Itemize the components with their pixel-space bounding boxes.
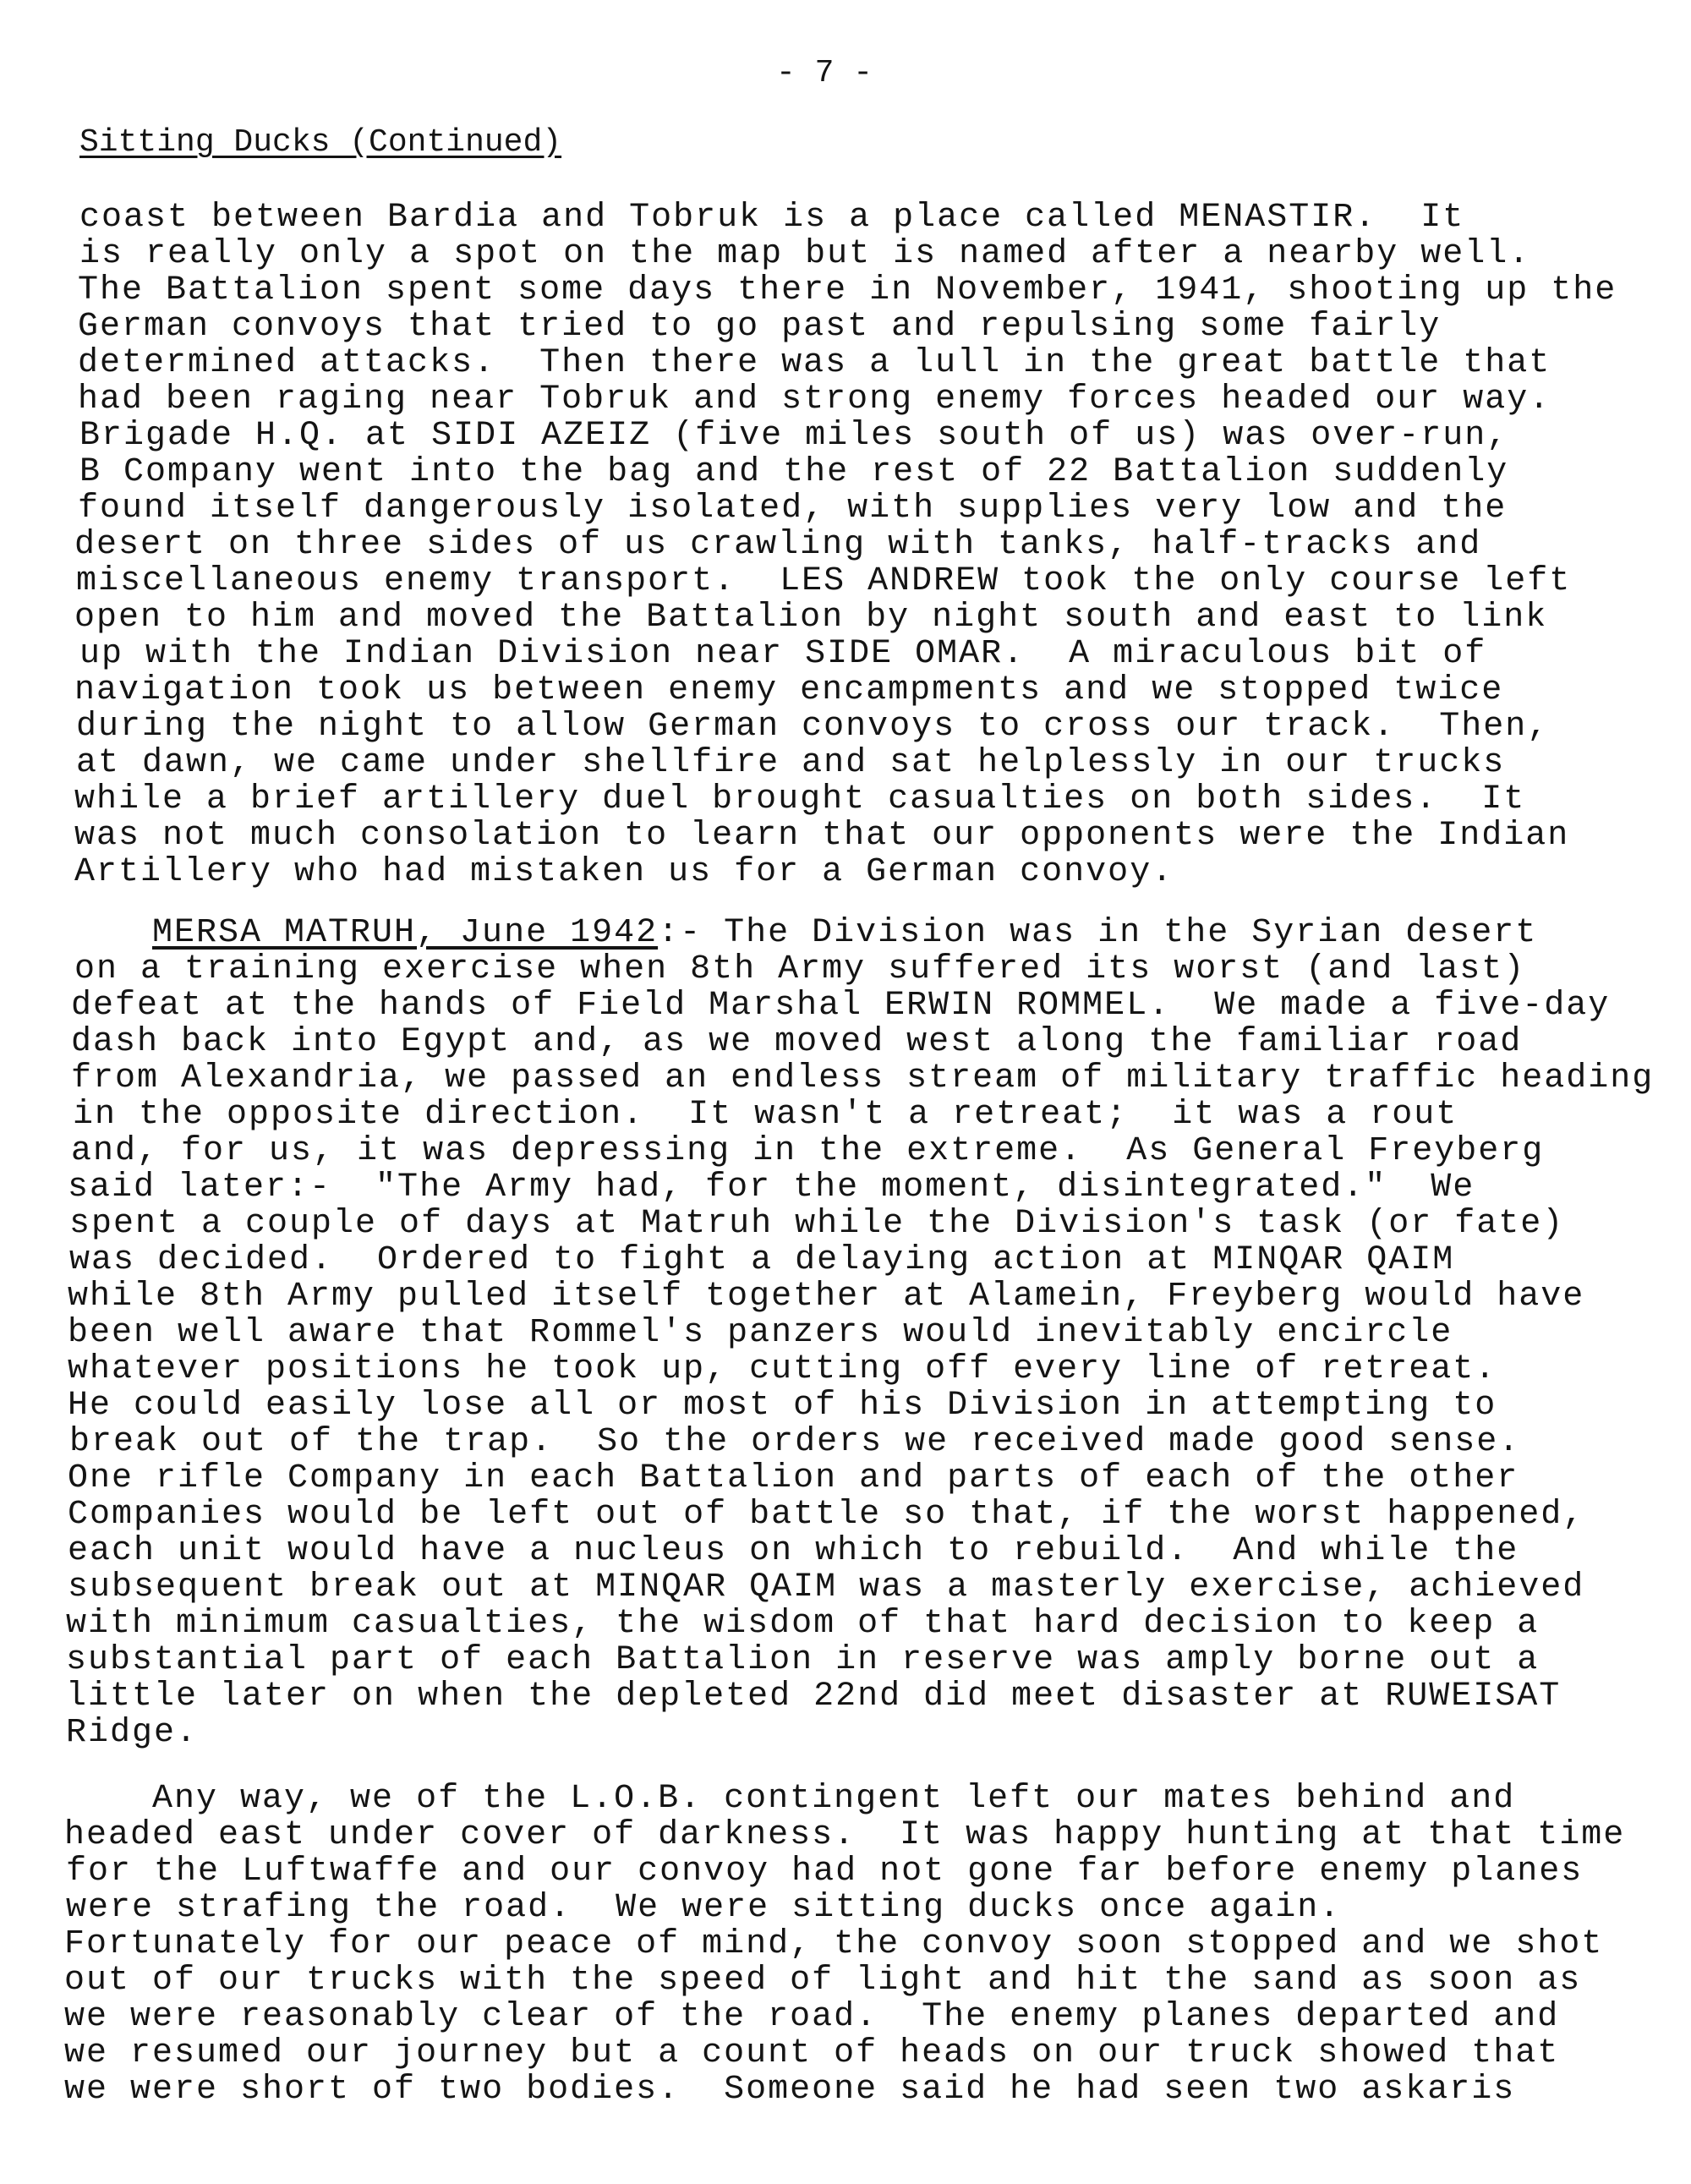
paragraph-line: One rifle Company in each Battalion and parts of each of the other [68, 1459, 1519, 1497]
paragraph-line: at dawn, we came under shellfire and sat helplessly in our trucks [76, 744, 1506, 782]
paragraph-line: during the night to allow German convoys to cross our track. Then, [76, 708, 1550, 746]
paragraph-line: and, for us, it was depressing in the extreme. As General Freyberg [71, 1132, 1545, 1170]
paragraph-line: He could easily lose all or most of his Division in attempting to [68, 1387, 1497, 1425]
paragraph-line: subsequent break out at MINQAR QAIM was a masterly exercise, achieved [68, 1568, 1585, 1607]
paragraph-line: we were reasonably clear of the road. The enemy planes departed and [64, 1998, 1560, 2036]
paragraph-line: was not much consolation to learn that our opponents were the Indian [74, 817, 1570, 855]
paragraph-line: German convoys that tried to go past and repulsing some fairly [78, 308, 1442, 346]
paragraph-line: we were short of two bodies. Someone said he had seen two askaris [64, 2071, 1516, 2109]
paragraph-line: with minimum casualties, the wisdom of that hard decision to keep a [66, 1605, 1540, 1643]
paragraph-menastir [0, 200, 1691, 890]
paragraph-line: Any way, we of the L.O.B. contingent left our mates behind and [64, 1780, 1516, 1818]
paragraph-line: The Battalion spent some days there in November, 1941, shooting up the [78, 271, 1617, 309]
paragraph-lead-heading: MERSA MATRUH, June 1942 [152, 914, 659, 952]
paragraph-line: spent a couple of days at Matruh while the Division's task (or fate) [69, 1205, 1565, 1243]
paragraph-line: from Alexandria, we passed an endless stream of military traffic heading [71, 1059, 1655, 1097]
paragraph-line: Artillery who had mistaken us for a German convoy. [74, 853, 1174, 891]
paragraph-line: little later on when the depleted 22nd did meet disaster at RUWEISAT [66, 1678, 1562, 1716]
paragraph-line: while 8th Army pulled itself together at Alamein, Freyberg would have [68, 1278, 1585, 1316]
paragraph-line: defeat at the hands of Field Marshal ERWIN ROMMEL. We made a five-day [71, 987, 1611, 1025]
paragraph-line: in the opposite direction. It wasn't a retreat; it was a rout [73, 1096, 1458, 1134]
paragraph-lead-text: :- The Division was in the Syrian desert [658, 914, 1538, 952]
paragraph-line: is really only a spot on the map but is named after a nearby well. [79, 235, 1531, 273]
paragraph-line: whatever positions he took up, cutting off every line of retreat. [68, 1350, 1497, 1388]
paragraph-line: desert on three sides of us crawling with tanks, half-tracks and [74, 526, 1482, 564]
paragraph-mersa-matruh [0, 915, 1691, 1751]
paragraph-line: open to him and moved the Battalion by night south and east to link [74, 599, 1548, 637]
paragraph-line: up with the Indian Division near SIDE OMAR. A miraculous bit of [79, 635, 1487, 673]
paragraph-line: were strafing the road. We were sitting ducks once again. [66, 1889, 1342, 1927]
paragraph-line: had been raging near Tobruk and strong enemy forces headed our way. [78, 380, 1551, 419]
paragraph-line: each unit would have a nucleus on which to rebuild. And while the [68, 1532, 1519, 1570]
section-heading: Sitting Ducks (Continued) [79, 124, 562, 161]
paragraph-line: found itself dangerously isolated, with supplies very low and the [78, 490, 1508, 528]
paragraph-lob-contingent [0, 1781, 1691, 2108]
paragraph-line: Ridge. [66, 1714, 199, 1752]
paragraph-line: was decided. Ordered to fight a delaying action at MINQAR QAIM [69, 1241, 1455, 1279]
paragraph-line: for the Luftwaffe and our convoy had not gone far before enemy planes [66, 1853, 1584, 1891]
paragraph-line: coast between Bardia and Tobruk is a place called MENASTIR. It [79, 199, 1465, 237]
paragraph-line: determined attacks. Then there was a lull in the great battle that [78, 344, 1551, 382]
paragraph-line: dash back into Egypt and, as we moved west along the familiar road [71, 1023, 1523, 1061]
paragraph-line: while a brief artillery duel brought casualties on both sides. It [74, 780, 1526, 818]
paragraph-line: headed east under cover of darkness. It was happy hunting at that time [64, 1816, 1626, 1854]
paragraph-line [152, 915, 1691, 951]
paragraph-line: Companies would be left out of battle so that, if the worst happened, [68, 1496, 1585, 1534]
paragraph-line: Brigade H.Q. at SIDI AZEIZ (five miles south of us) was over-run, [79, 417, 1509, 455]
page-number: - 7 - [775, 55, 873, 91]
paragraph-line: B Company went into the bag and the rest of 22 Battalion suddenly [79, 453, 1509, 491]
paragraph-line: said later:- "The Army had, for the moment, disintegrated." We [68, 1169, 1475, 1207]
paragraph-line: we resumed our journey but a count of heads on our truck showed that [64, 2034, 1560, 2072]
paragraph-line: on a training exercise when 8th Army suffered its worst (and last) [74, 950, 1526, 988]
paragraph-line: break out of the trap. So the orders we received made good sense. [69, 1423, 1521, 1461]
paragraph-line: substantial part of each Battalion in reserve was amply borne out a [66, 1641, 1540, 1679]
paragraph-line: navigation took us between enemy encampments and we stopped twice [74, 671, 1504, 709]
paragraph-line: out of our trucks with the speed of light and hit the sand as soon as [64, 1962, 1582, 2000]
paragraph-line: been well aware that Rommel's panzers would inevitably encircle [68, 1314, 1453, 1352]
paragraph-line: Fortunately for our peace of mind, the convoy soon stopped and we shot [64, 1925, 1604, 1963]
paragraph-line: miscellaneous enemy transport. LES ANDREW took the only course left [76, 562, 1572, 600]
